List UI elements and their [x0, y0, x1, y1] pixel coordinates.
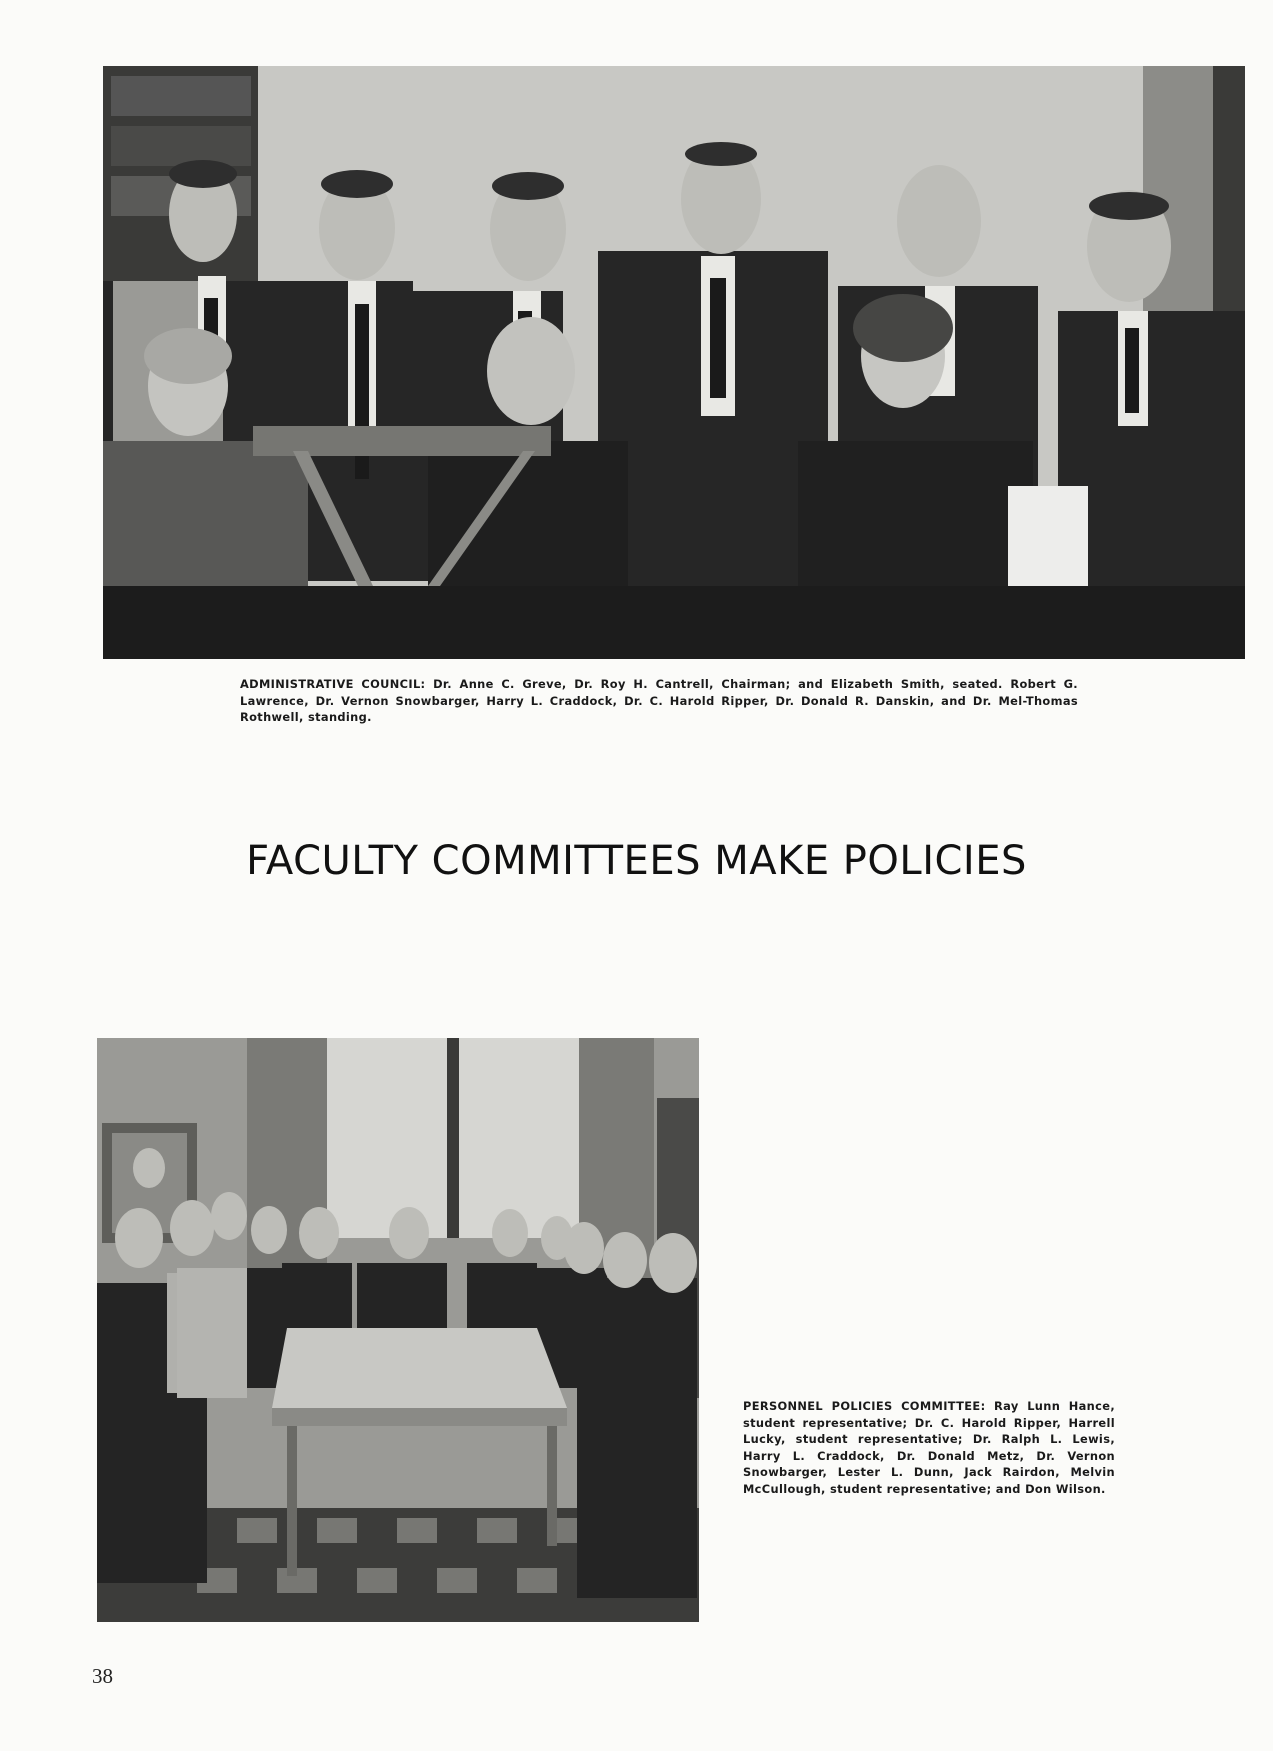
page-headline: FACULTY COMMITTEES MAKE POLICIES [246, 838, 1027, 884]
personnel-policies-committee-caption: PERSONNEL POLICIES COMMITTEE: Ray Lunn Hance, student representative; Dr. C. Harold Ripper, Harrell Lucky, student representative; Dr. Ralph L. Lewis, Harry L. Craddock, Dr. Donald Metz, Dr. Vernon Snowbarger, Lester L. Dunn, Jack Rairdon, Melvin McCullough, student representative; and Don Wilson. [743, 1399, 1115, 1496]
personnel-policies-committee-photo-art [97, 1038, 699, 1622]
administrative-council-caption: ADMINISTRATIVE COUNCIL: Dr. Anne C. Greve, Dr. Roy H. Cantrell, Chairman; and Elizabeth Smith, seated. Robert G. Lawrence, Dr. Vernon Snowbarger, Harry L. Craddock, Dr. C. Harold Ripper, Dr. Donald R. Danskin, and Dr. Mel-Thomas Rothwell, standing. [240, 677, 1078, 724]
page-number: 38 [92, 1664, 113, 1688]
administrative-council-photo [103, 66, 1245, 659]
personnel-policies-committee-photo [97, 1038, 699, 1622]
administrative-council-photo-art [103, 66, 1245, 659]
